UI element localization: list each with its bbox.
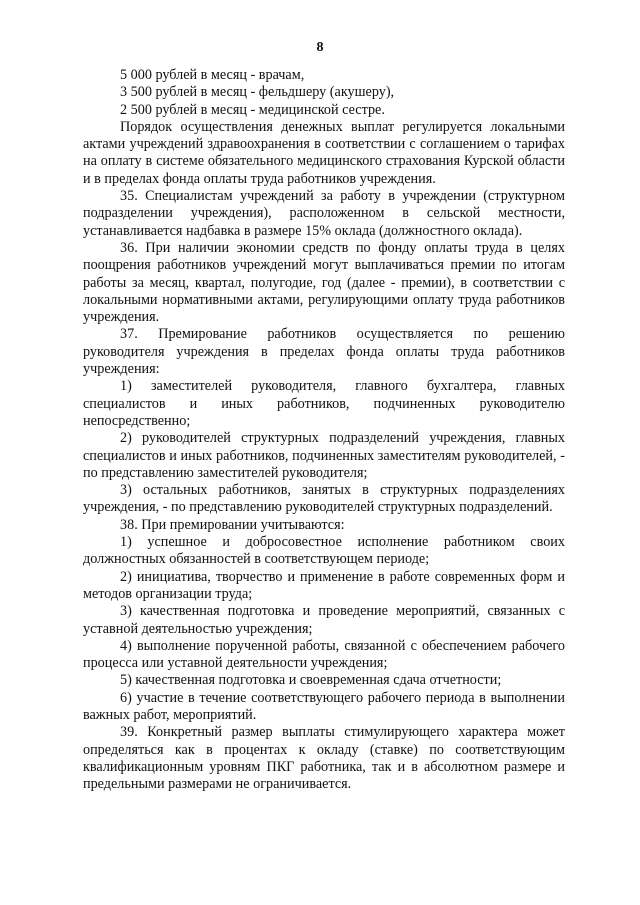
list-item-38-2: 2) инициатива, творчество и применение в работе современных форм и методов организации труда; xyxy=(83,568,565,602)
paragraph-salary-nurse: 2 500 рублей в месяц - медицинской сестре. xyxy=(120,101,385,118)
page-number: 8 xyxy=(316,40,324,55)
paragraph-36: 36. При наличии экономии средств по фонду оплаты труда в целях поощрения работников учреждений могут выплачиваться премии по итогам работы за месяц, квартал, полугодие, год (далее - премии), в соответствии с локальными нормативными актами, регулирующими оплату труда работников учреждения. xyxy=(83,239,565,326)
list-item-38-3: 3) качественная подготовка и проведение мероприятий, связанных с уставной деятельностью учреждения; xyxy=(83,603,565,637)
paragraph-payment-procedure: Порядок осуществления денежных выплат регулируется локальными актами учреждений здравоохранения в соответствии с соглашением о тарифах на оплату в системе обязательного медицинского страхования Курской области и в пределах фонда оплаты труда работников учреждения. xyxy=(83,118,565,187)
paragraph-38: 38. При премировании учитываются: xyxy=(120,516,345,533)
list-item-38-4: 4) выполнение порученной работы, связанной с обеспечением рабочего процесса или уставной деятельности учреждения; xyxy=(83,637,565,672)
document-body xyxy=(83,67,565,793)
list-item-38-6: 6) участие в течение соответствующего рабочего периода в выполнении важных работ, мероприятий. xyxy=(83,689,565,723)
paragraph-35: 35. Специалистам учреждений за работу в учреждении (структурном подразделении учреждения), расположенном в сельской местности, устанавливается надбавка в размере 15% оклада (должностного оклада). xyxy=(83,188,565,239)
list-item-38-5: 5) качественная подготовка и своевременная сдача отчетности; xyxy=(120,672,502,689)
paragraph-39: 39. Конкретный размер выплаты стимулирующего характера может определяться как в процентах к окладу (ставке) по соответствующим квалификационным уровням ПКГ работника, так и в абсолютном размере и предельными размерами не ограничивается. xyxy=(83,724,565,793)
list-item-38-1: 1) успешное и добросовестное исполнение работником своих должностных обязанностей в соответствующем периоде; xyxy=(83,534,565,568)
list-item-37-3: 3) остальных работников, занятых в структурных подразделениях учреждения, - по представлению руководителей структурных подразделений. xyxy=(83,482,565,516)
paragraph-salary-doctors: 5 000 рублей в месяц - врачам, xyxy=(120,67,305,83)
list-item-37-1: 1) заместителей руководителя, главного бухгалтера, главных специалистов и иных работников, подчиненных руководителю непосредственно; xyxy=(83,378,565,429)
paragraph-salary-paramedic: 3 500 рублей в месяц - фельдшеру (акушеру), xyxy=(120,84,395,101)
paragraph-37: 37. Премирование работников осуществляется по решению руководителя учреждения в пределах фонда оплаты труда работников учреждения: xyxy=(83,326,565,378)
list-item-37-2: 2) руководителей структурных подразделений учреждения, главных специалистов и иных работников, подчиненных заместителям руководителей, - по представлению заместителей руководителя; xyxy=(83,430,565,481)
